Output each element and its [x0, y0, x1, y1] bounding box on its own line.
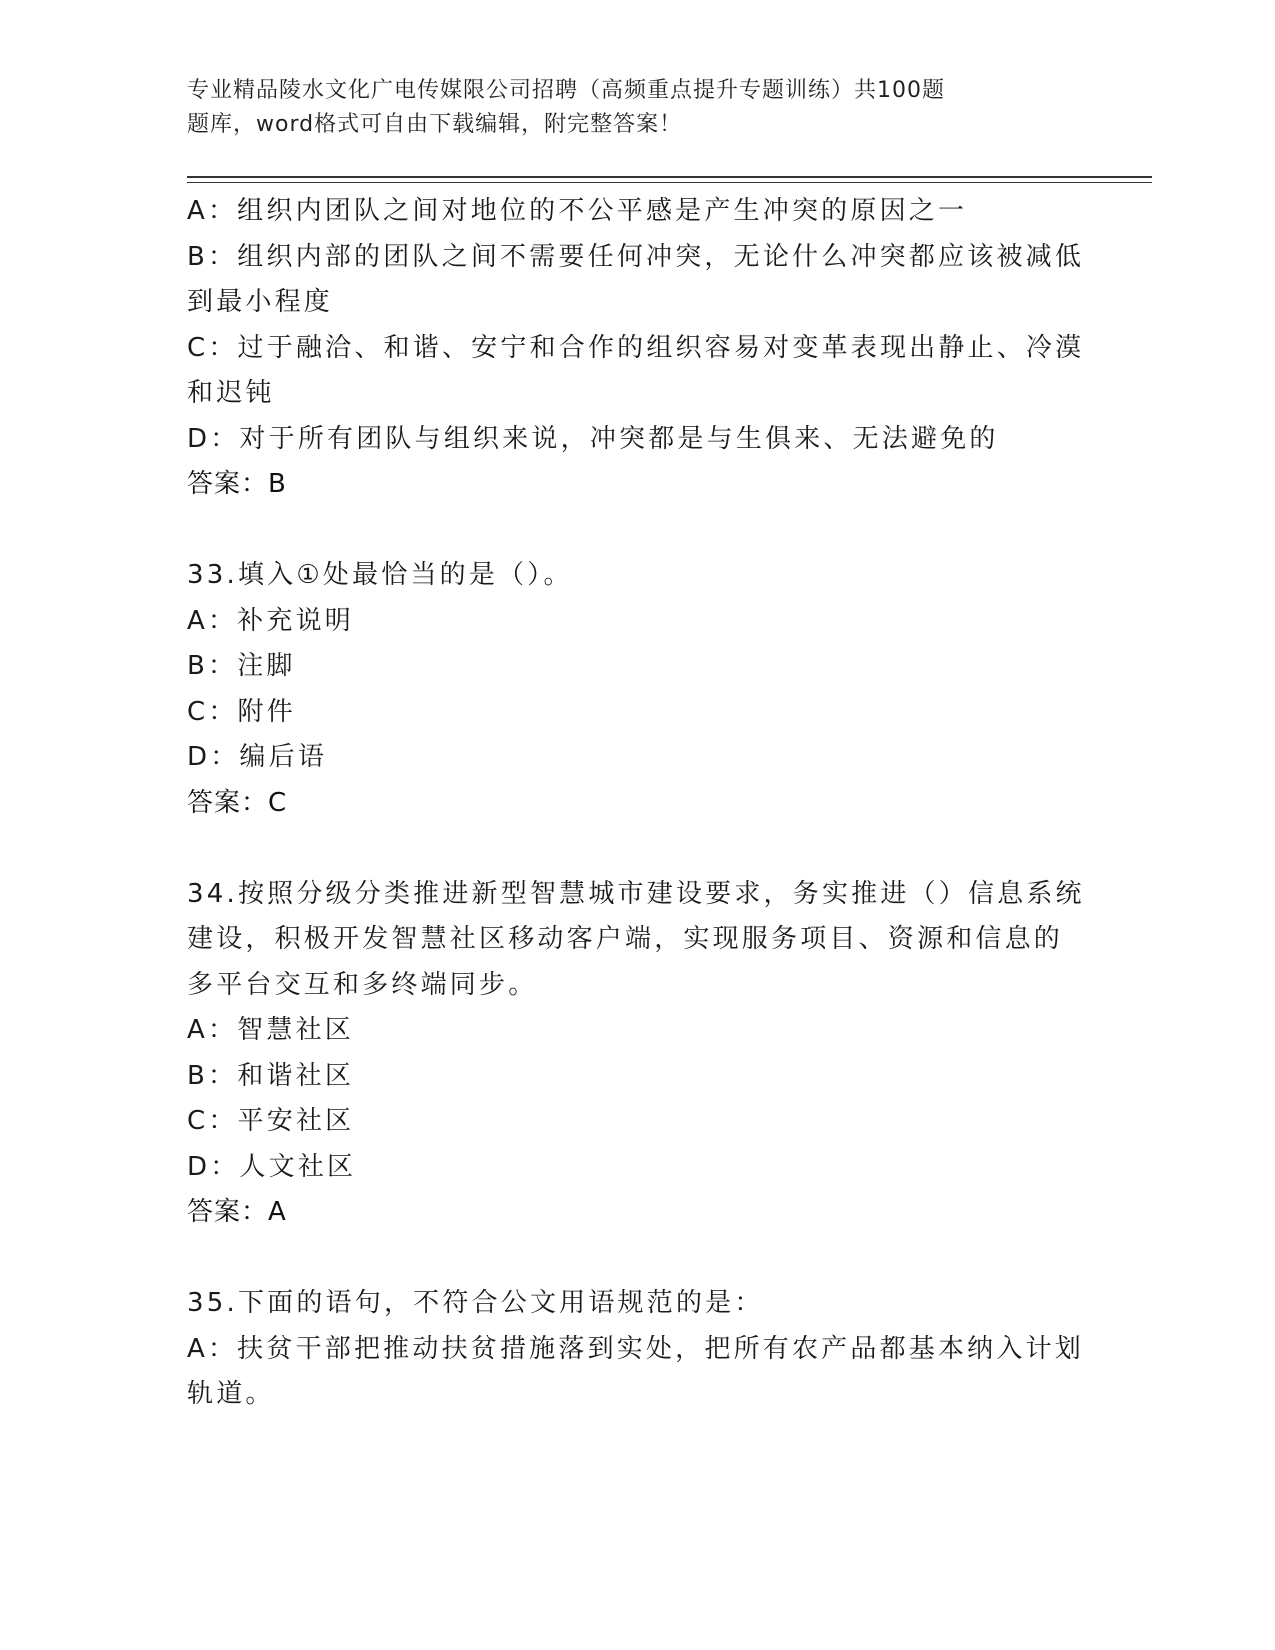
question-32-block — [187, 189, 1087, 508]
option-d: D：编后语 — [187, 742, 328, 772]
option-a-continued: 轨道。 — [187, 1379, 275, 1409]
option-a: A：组织内团队之间对地位的不公平感是产生冲突的原因之一 — [187, 196, 968, 226]
answer-line: 答案：A — [187, 1197, 287, 1227]
question-35-block — [187, 1281, 1087, 1418]
option-c-continued: 和迟钝 — [187, 378, 275, 408]
header-divider-thin — [187, 182, 1152, 183]
header-title-line-2: 题库，word格式可自由下载编辑，附完整答案！ — [187, 112, 683, 137]
header-divider-thick — [187, 176, 1152, 178]
option-c: C：过于融洽、和谐、安宁和合作的组织容易对变革表现出静止、冷漠 — [187, 332, 1085, 363]
question-stem: 35.下面的语句，不符合公文用语规范的是： — [187, 1288, 764, 1318]
option-b-continued: 到最小程度 — [187, 287, 334, 317]
question-stem-continued: 建设，积极开发智慧社区移动客户端，实现服务项目、资源和信息的 — [187, 924, 1064, 954]
question-stem-continued: 多平台交互和多终端同步。 — [187, 969, 538, 1000]
answer-line: 答案：B — [187, 469, 287, 499]
question-list — [187, 189, 1087, 1418]
option-b: B：注脚 — [187, 651, 296, 681]
option-a: A：扶贫干部把推动扶贫措施落到实处，把所有农产品都基本纳入计划 — [187, 1333, 1084, 1364]
option-a: A：智慧社区 — [187, 1015, 354, 1045]
question-stem: 33.填入①处最恰当的是（）。 — [187, 560, 573, 590]
header-title-line-1: 专业精品陵水文化广电传媒限公司招聘（高频重点提升专题训练）共100题 — [187, 78, 945, 103]
option-a: A：补充说明 — [187, 605, 354, 636]
question-spacer — [187, 508, 1087, 554]
option-c: C：附件 — [187, 696, 296, 727]
document-header — [187, 74, 1027, 142]
question-34-block — [187, 872, 1087, 1236]
option-d: D：人文社区 — [187, 1151, 357, 1182]
option-b: B：组织内部的团队之间不需要任何冲突，无论什么冲突都应该被减低 — [187, 241, 1085, 272]
question-33-block — [187, 553, 1087, 826]
answer-line: 答案：C — [187, 787, 288, 818]
question-stem: 34.按照分级分类推进新型智慧城市建设要求，务实推进（）信息系统 — [187, 878, 1085, 909]
question-spacer — [187, 1236, 1087, 1282]
option-d: D：对于所有团队与组织来说，冲突都是与生俱来、无法避免的 — [187, 423, 999, 454]
question-spacer — [187, 826, 1087, 872]
option-b: B：和谐社区 — [187, 1060, 355, 1091]
option-c: C：平安社区 — [187, 1106, 355, 1136]
